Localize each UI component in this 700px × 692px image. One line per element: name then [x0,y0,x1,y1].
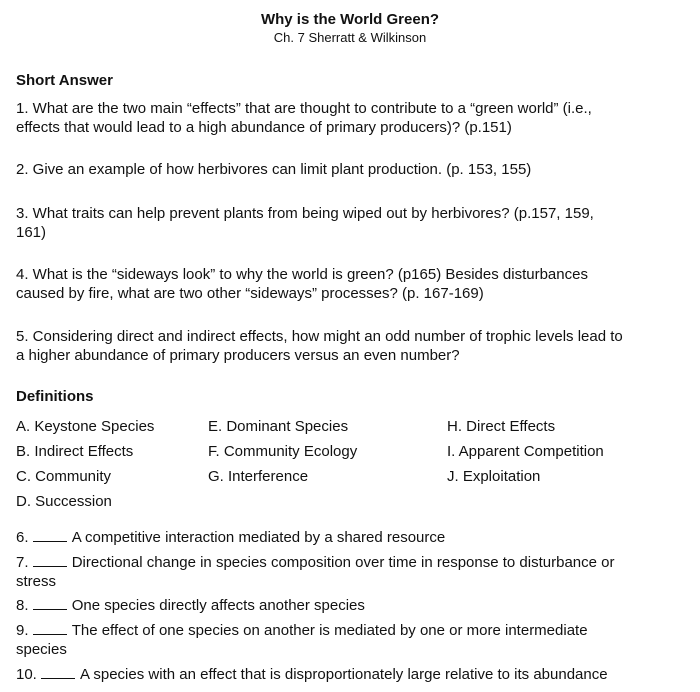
item-number: 6. [16,529,29,546]
page-title: Why is the World Green? [260,11,440,28]
answer-blank[interactable] [33,528,67,542]
question-5 [16,327,623,365]
question-1 [16,99,592,137]
definition-f: F. Community Ecology [208,443,358,460]
question-3-line-2: 161) [16,224,47,241]
item-text: A competitive interaction mediated by a shared resource [71,529,446,546]
item-text: One species directly affects another species [71,597,365,614]
matching-item-6 [16,528,445,547]
item-text: Directional change in species composition over time in response to disturbance or [71,554,615,571]
question-1-line-1: 1. What are the two main “effects” that are thought to contribute to a “green world” (i.e., [16,100,592,117]
answer-blank[interactable] [41,665,75,679]
answer-blank[interactable] [33,553,67,567]
page-subtitle: Ch. 7 Sherratt & Wilkinson [273,30,427,45]
definition-h: H. Direct Effects [447,418,556,435]
definition-a: A. Keystone Species [16,418,155,435]
item-number: 10. [16,666,37,683]
question-3 [16,204,594,242]
item-text-continued: stress [16,573,57,590]
question-4 [16,265,588,303]
answer-blank[interactable] [33,621,67,635]
definitions-column-2 [208,414,357,489]
item-number: 8. [16,597,29,614]
definition-g: G. Interference [208,468,309,485]
definitions-column-1 [16,414,154,514]
answer-blank[interactable] [33,596,67,610]
item-text: The effect of one species on another is mediated by one or more intermediate [71,622,588,639]
matching-item-10 [16,665,608,684]
question-4-line-1: 4. What is the “sideways look” to why the world is green? (p165) Besides disturbances [16,266,588,283]
definition-e: E. Dominant Species [208,418,349,435]
question-3-line-1: 3. What traits can help prevent plants from being wiped out by herbivores? (p.157, 159, [16,205,594,222]
question-1-line-2: effects that would lead to a high abundance of primary producers)? (p.151) [16,119,512,136]
definition-b: B. Indirect Effects [16,443,134,460]
question-5-line-1: 5. Considering direct and indirect effects, how might an odd number of trophic levels lead to [16,328,623,345]
item-number: 9. [16,622,29,639]
definitions-heading: Definitions [16,388,94,405]
definition-c: C. Community [16,468,112,485]
matching-item-7 [16,553,614,591]
question-5-line-2: a higher abundance of primary producers versus an even number? [16,347,460,364]
item-text-continued: species [16,641,67,658]
definition-i: I. Apparent Competition [447,443,604,460]
matching-item-9 [16,621,588,659]
item-text: A species with an effect that is disproportionately large relative to its abundance [80,666,608,683]
definitions-column-3 [447,414,604,489]
definition-j: J. Exploitation [447,468,541,485]
question-2 [16,160,531,179]
item-number: 7. [16,554,29,571]
question-2-line-1: 2. Give an example of how herbivores can limit plant production. (p. 153, 155) [16,161,532,178]
matching-item-8 [16,596,365,615]
definition-d: D. Succession [16,493,112,510]
question-4-line-2: caused by fire, what are two other “sideways” processes? (p. 167-169) [16,285,484,302]
short-answer-heading: Short Answer [16,72,113,89]
